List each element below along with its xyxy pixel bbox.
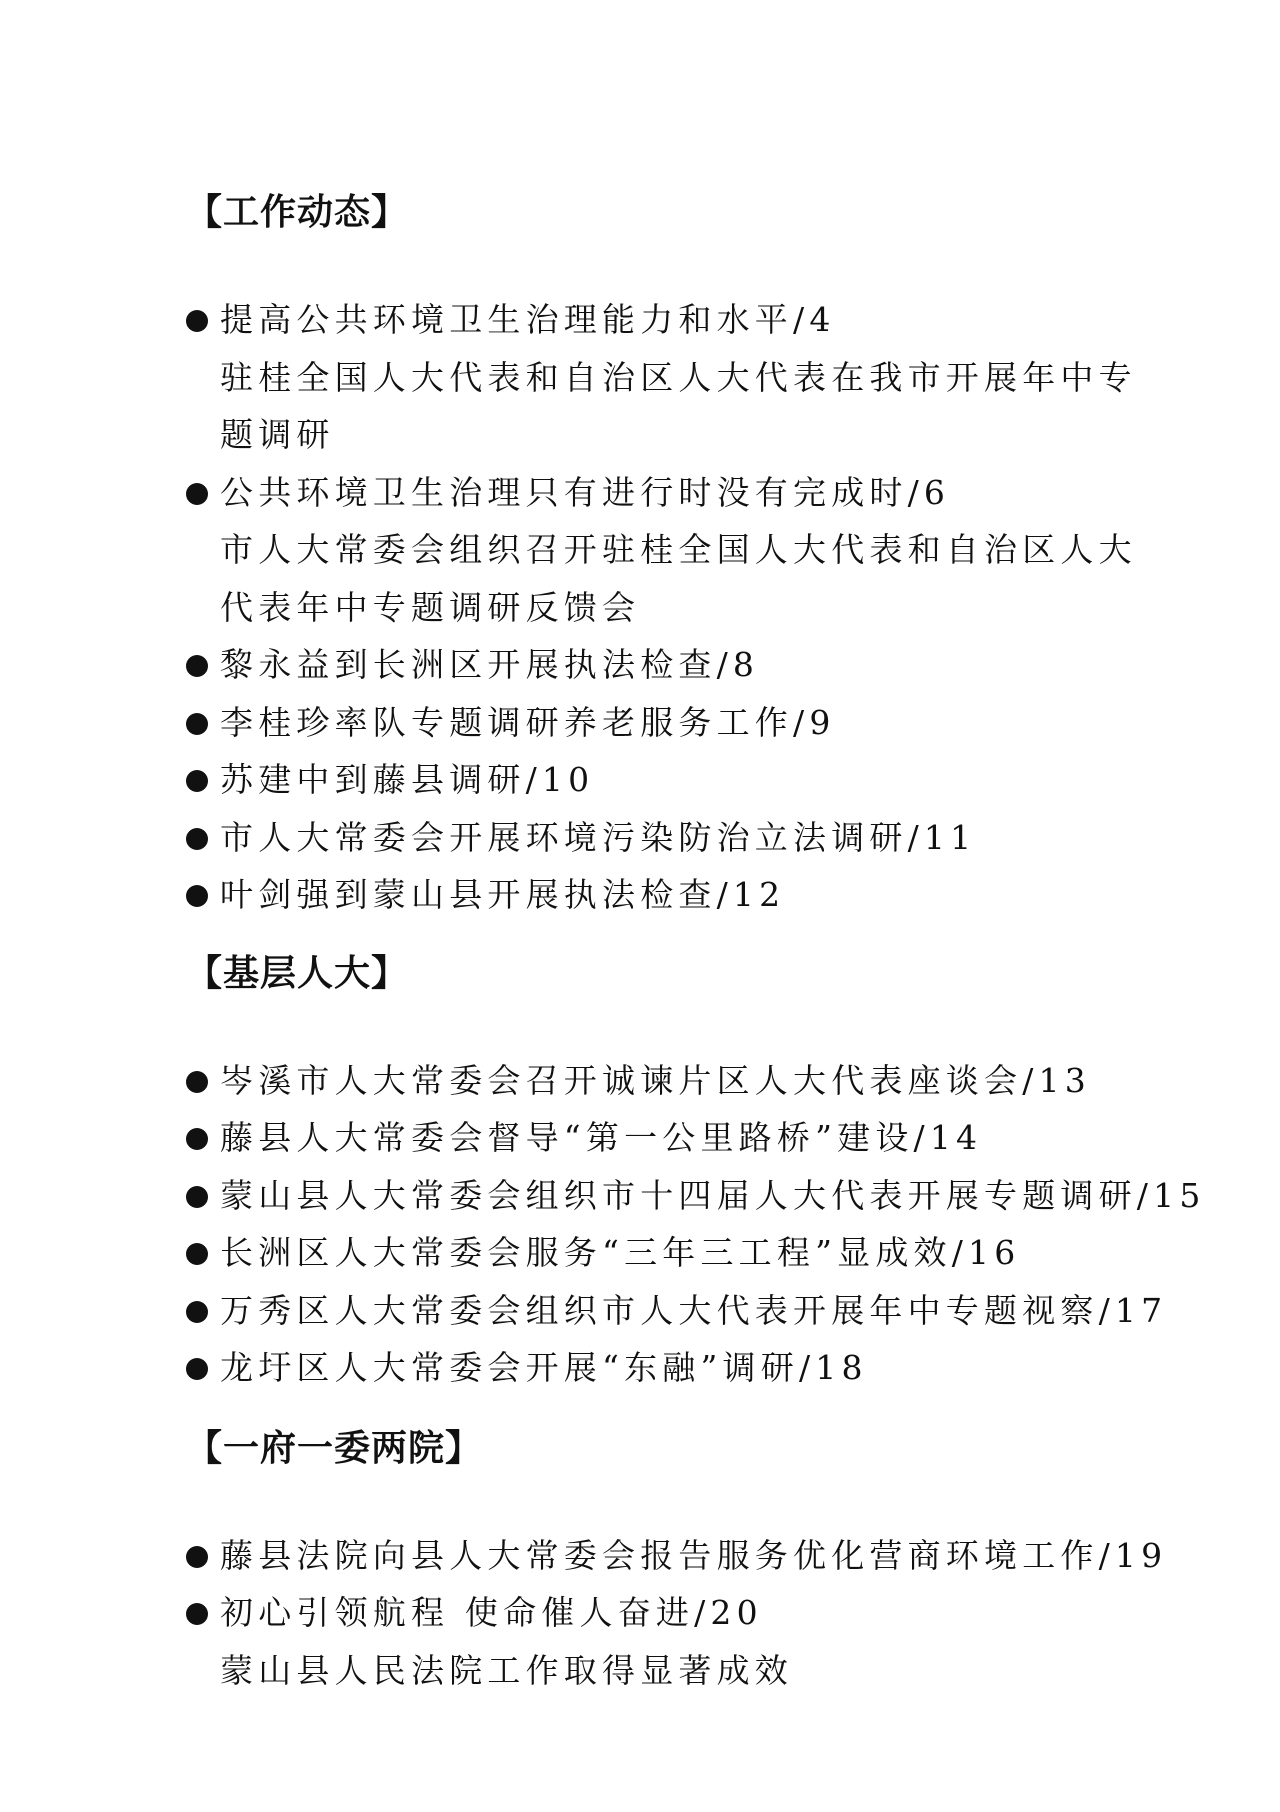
entry-title[interactable]: 叶剑强到蒙山县开展执法检查/12 [220, 875, 786, 914]
bullet-icon [186, 828, 208, 850]
entry-title[interactable]: 岑溪市人大常委会召开诚谏片区人大代表座谈会/13 [220, 1060, 1091, 1100]
entry-title[interactable]: 黎永益到长洲区开展执法检查/8 [220, 645, 760, 684]
section-grassroots-congress [186, 944, 1206, 1397]
toc-entry[interactable] [186, 1224, 1186, 1282]
bullet-icon [186, 1071, 208, 1093]
bullet-icon [186, 310, 208, 332]
entry-title[interactable]: 万秀区人大常委会组织市人大代表开展年中专题视察/17 [220, 1290, 1168, 1330]
toc-entry[interactable] [186, 1339, 1186, 1397]
entry-title[interactable]: 提高公共环境卫生治理能力和水平/4 [220, 300, 836, 339]
entry-title[interactable]: 长洲区人大常委会服务“三年三工程”显成效/16 [220, 1233, 1021, 1272]
bullet-icon [186, 1301, 208, 1323]
section-title: 【基层人大】 [186, 952, 409, 994]
toc-entry[interactable] [186, 694, 1186, 752]
entry-subtitle: 驻桂全国人大代表和自治区人大代表在我市开展年中专题调研 [220, 357, 1137, 454]
toc-entry[interactable] [186, 1282, 1186, 1340]
bullet-icon [186, 713, 208, 735]
entry-title[interactable]: 市人大常委会开展环境污染防治立法调研/11 [220, 817, 977, 857]
entry-title[interactable]: 蒙山县人大常委会组织市十四届人大代表开展专题调研/15 [220, 1175, 1206, 1215]
entry-title[interactable]: 藤县法院向县人大常委会报告服务优化营商环境工作/19 [220, 1535, 1168, 1575]
entry-title[interactable]: 公共环境卫生治理只有进行时没有完成时/6 [220, 472, 951, 512]
bullet-icon [186, 483, 208, 505]
section-title: 【工作动态】 [186, 192, 409, 233]
entry-title[interactable]: 初心引领航程 使命催人奋进/20 [220, 1593, 763, 1632]
toc-entry[interactable] [186, 1527, 1186, 1585]
section-work-news [186, 183, 1186, 924]
entry-title[interactable]: 李桂珍率队专题调研养老服务工作/9 [220, 702, 836, 742]
toc-entry[interactable] [186, 751, 1186, 809]
toc-entry[interactable] [186, 866, 1186, 924]
entry-title[interactable]: 藤县人大常委会督导“第一公里路桥”建设/14 [220, 1118, 983, 1157]
section-title: 【一府一委两院】 [186, 1427, 483, 1469]
bullet-icon [186, 1186, 208, 1208]
toc-entry[interactable] [186, 1584, 1186, 1699]
toc-entry[interactable] [186, 1167, 1206, 1225]
toc-entry[interactable] [186, 1052, 1186, 1110]
entry-subtitle: 市人大常委会组织召开驻桂全国人大代表和自治区人大代表年中专题调研反馈会 [220, 530, 1137, 627]
bullet-icon [186, 655, 208, 677]
bullet-icon [186, 770, 208, 792]
toc-entry[interactable] [186, 636, 1186, 694]
section-government-commission-courts [186, 1419, 1186, 1700]
bullet-icon [186, 885, 208, 907]
bullet-icon [186, 1358, 208, 1380]
bullet-icon [186, 1243, 208, 1265]
entry-subtitle: 蒙山县人民法院工作取得显著成效 [220, 1650, 793, 1690]
toc-entry[interactable] [186, 1109, 1186, 1167]
bullet-icon [186, 1546, 208, 1568]
table-of-contents [186, 183, 1206, 1699]
bullet-icon [186, 1128, 208, 1150]
toc-entry[interactable] [186, 291, 1186, 464]
entry-title[interactable]: 苏建中到藤县调研/10 [220, 760, 595, 799]
bullet-icon [186, 1603, 208, 1625]
toc-entry[interactable] [186, 809, 1186, 867]
toc-entry[interactable] [186, 464, 1186, 637]
entry-title[interactable]: 龙圩区人大常委会开展“东融”调研/18 [220, 1348, 868, 1387]
